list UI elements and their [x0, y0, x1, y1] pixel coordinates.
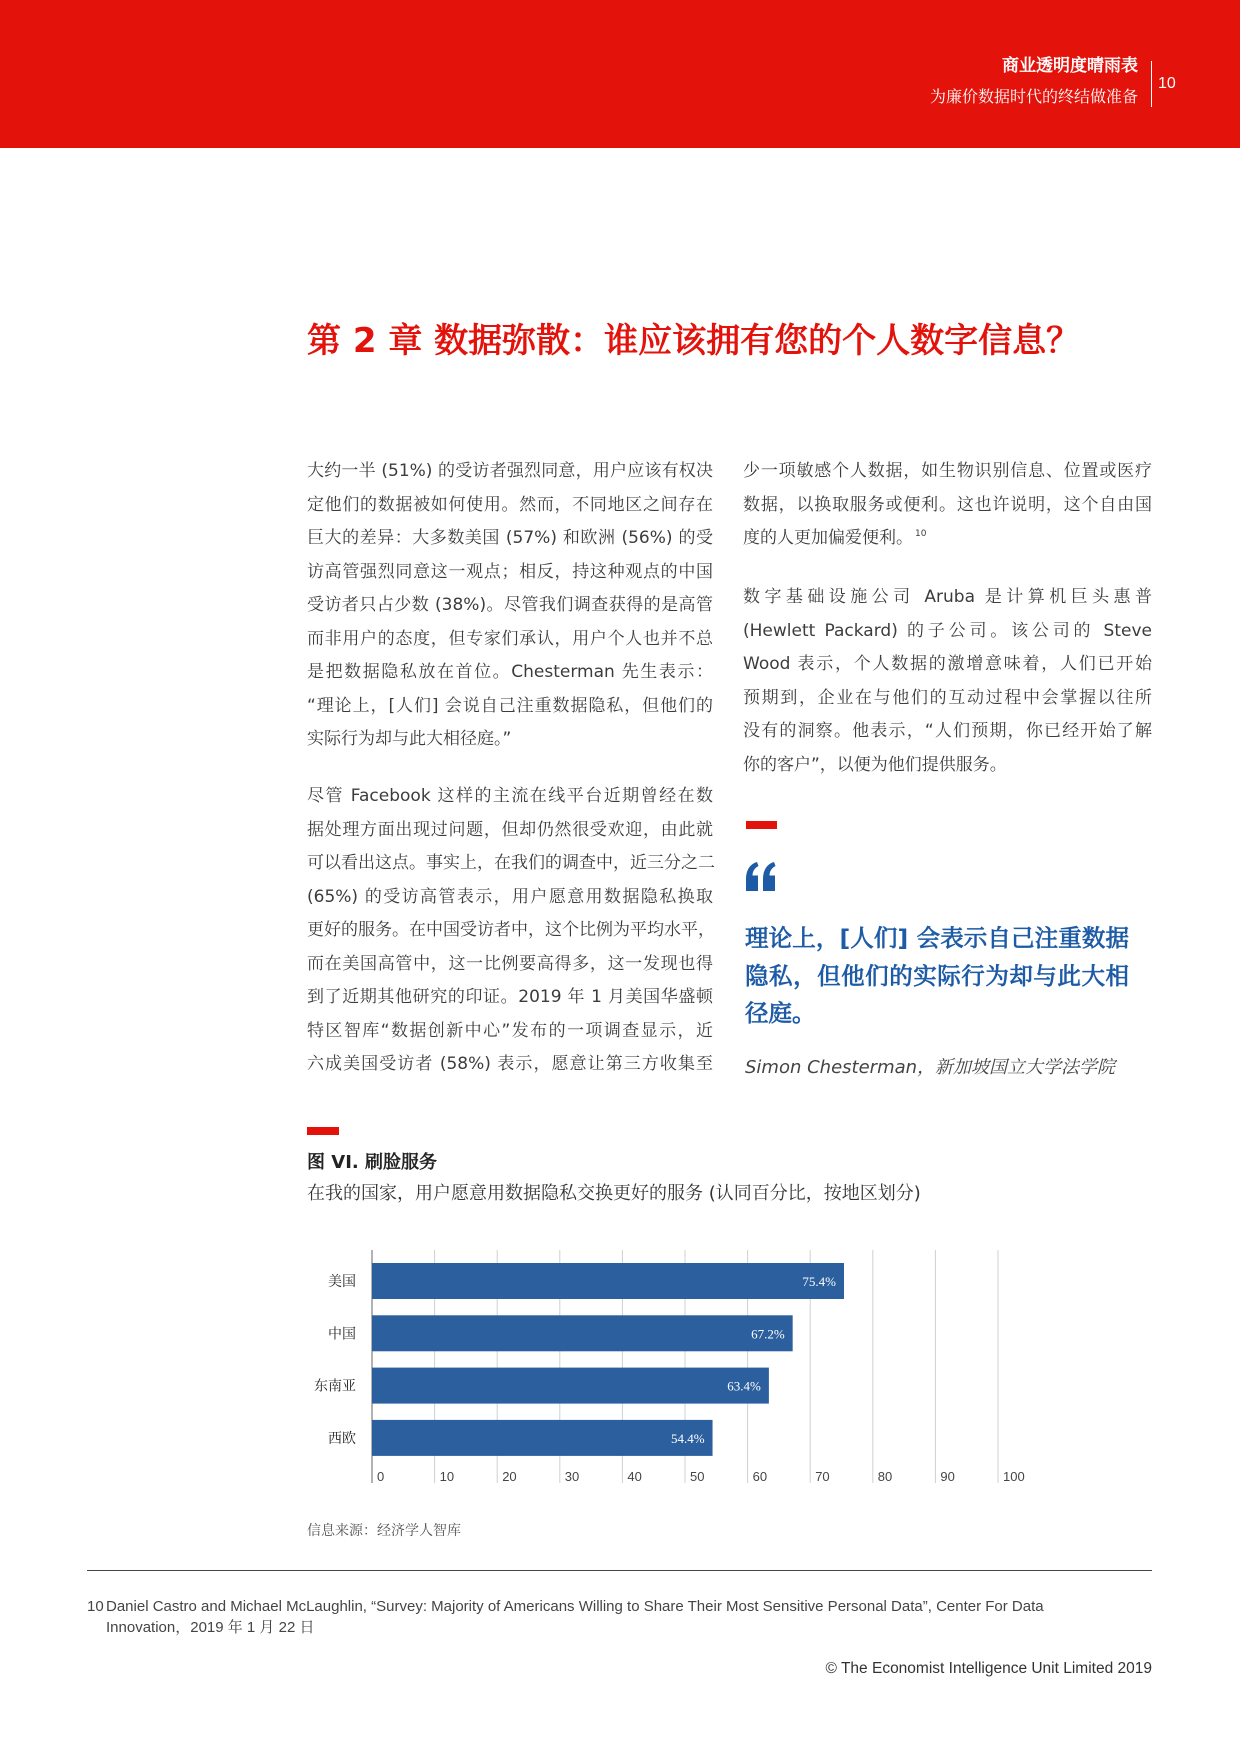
paragraph-line: 定他们的数据被如何使用。然而，不同地区之间存在 — [307, 494, 713, 515]
footnote-reference[interactable]: 10 — [915, 529, 927, 540]
right-paragraph-2 — [743, 581, 1152, 782]
quote-attribution: Simon Chesterman，新加坡国立大学法学院 — [745, 1057, 1116, 1078]
paragraph-line: 数据，以换取服务或便利。这也许说明，这个自由国 — [743, 494, 1152, 515]
x-tick-label: 70 — [815, 1469, 830, 1484]
paragraph-line: 没有的洞察。他表示，“人们预期，你已经开始了解 — [743, 721, 1152, 741]
data-label: 63.4% — [727, 1378, 761, 1394]
quote-mark-icon — [745, 862, 777, 892]
paragraph-line: 尽管 Facebook 这样的主流在线平台近期曾经在数 — [307, 786, 713, 806]
x-tick-label: 10 — [439, 1469, 455, 1484]
paragraph-line: 而非用户的态度，但专家们承认，用户个人也并不总 — [307, 628, 713, 649]
data-label: 75.4% — [802, 1274, 837, 1289]
quote-accent-bar — [746, 821, 777, 829]
data-label: 67.2% — [751, 1326, 785, 1342]
x-tick-label: 30 — [564, 1469, 580, 1484]
x-tick-label: 0 — [377, 1469, 385, 1484]
figure-title: 图 VI. 刷脸服务 — [307, 1152, 437, 1173]
report-title: 商业透明度晴雨表 — [1002, 56, 1138, 76]
paragraph-line: 受访者只占少数 (38%)。尽管我们调查获得的是高管 — [307, 595, 713, 615]
footnote-number: 10 — [87, 1598, 104, 1615]
figure-subtitle: 在我的国家，用户愿意用数据隐私交换更好的服务 (认同百分比，按地区划分) — [307, 1183, 921, 1204]
x-tick-label: 40 — [627, 1469, 642, 1484]
paragraph-line — [743, 522, 1152, 556]
category-label: 美国 — [328, 1274, 356, 1290]
pull-quote — [745, 920, 1129, 1033]
paragraph-line: 你的客户”，以便为他们提供服务。 — [743, 754, 1007, 775]
left-paragraph-1 — [307, 455, 713, 757]
quote-line: 径庭。 — [745, 999, 816, 1027]
bar — [372, 1368, 769, 1404]
bar-chart — [290, 1245, 1170, 1490]
x-tick-label: 20 — [502, 1469, 517, 1484]
paragraph-line: 可以看出这点。事实上，在我们的调查中，近三分之二 — [307, 853, 715, 873]
x-tick-label: 50 — [690, 1469, 705, 1484]
category-label: 西欧 — [328, 1430, 356, 1447]
header-divider — [1151, 61, 1152, 107]
x-tick-label: 90 — [940, 1469, 955, 1484]
chapter-title: 第 2 章 数据弥散：谁应该拥有您的个人数字信息？ — [307, 321, 1081, 361]
paragraph-line: 预期到，企业在与他们的互动过程中会掌握以往所 — [743, 687, 1152, 708]
bar — [372, 1420, 713, 1456]
bar — [372, 1315, 793, 1351]
bar — [372, 1263, 844, 1299]
x-tick-label: 60 — [752, 1469, 768, 1484]
page-number: 10 — [1158, 75, 1176, 92]
paragraph-line: 数字基础设施公司 Aruba 是计算机巨头惠普 — [743, 587, 1152, 607]
paragraph-line: 少一项敏感个人数据，如生物识别信息、位置或医疗 — [743, 461, 1152, 481]
paragraph-line: 是把数据隐私放在首位。Chesterman 先生表示： — [307, 662, 713, 682]
paragraph-line: 访高管强烈同意这一观点；相反，持这种观点的中国 — [307, 561, 713, 582]
paragraph-line: Wood 表示，个人数据的激增意味着，人们已开始 — [743, 654, 1152, 674]
paragraph-line: 更好的服务。在中国受访者中，这个比例为平均水平， — [307, 920, 715, 940]
x-tick-label: 100 — [1003, 1469, 1025, 1484]
paragraph-line: (65%) 的受访高管表示，用户愿意用数据隐私换取 — [307, 886, 713, 907]
report-subtitle: 为廉价数据时代的终结做准备 — [929, 87, 1138, 106]
paragraph-line: 六成美国受访者 (58%) 表示，愿意让第三方收集至 — [307, 1054, 713, 1074]
footnote-divider — [87, 1570, 1152, 1571]
paragraph-line: 巨大的差异：大多数美国 (57%) 和欧洲 (56%) 的受 — [307, 528, 713, 548]
paragraph-line: 实际行为却与此大相径庭。” — [307, 729, 512, 749]
paragraph-line: 大约一半 (51%) 的受访者强烈同意，用户应该有权决 — [307, 461, 713, 481]
paragraph-line: (Hewlett Packard) 的子公司。该公司的 Steve — [743, 620, 1152, 641]
footnote-line: Daniel Castro and Michael McLaughlin, “Survey: Majority of Americans Willing to Share Their Most Sensitive Personal Data”, Center For Data — [106, 1598, 1044, 1615]
paragraph-line: 特区智库“数据创新中心”发布的一项调查显示，近 — [307, 1020, 713, 1041]
category-label: 东南亚 — [314, 1378, 356, 1395]
figure-source: 信息来源：经济学人智库 — [307, 1523, 461, 1539]
quote-line: 理论上，[人们] 会表示自己注重数据 — [745, 924, 1129, 952]
paragraph-line: 据处理方面出现过问题，但却仍然很受欢迎，由此就 — [307, 819, 713, 840]
right-paragraph-1 — [743, 455, 1152, 556]
quote-line: 隐私，但他们的实际行为却与此大相 — [745, 961, 1129, 990]
category-label: 中国 — [328, 1326, 356, 1343]
paragraph-line-text: 度的人更加偏爱便利。 — [743, 528, 913, 548]
figure-accent-bar — [307, 1127, 339, 1135]
footnote-line: Innovation，2019 年 1 月 22 日 — [106, 1619, 315, 1636]
paragraph-line: “理论上，[人们] 会说自己注重数据隐私，但他们的 — [307, 695, 713, 716]
footnote-text — [106, 1596, 1044, 1638]
paragraph-line: 到了近期其他研究的印证。2019 年 1 月美国华盛顿 — [307, 987, 713, 1007]
data-label: 54.4% — [670, 1430, 705, 1446]
x-tick-label: 80 — [877, 1469, 893, 1484]
copyright-notice: © The Economist Intelligence Unit Limited 2019 — [825, 1660, 1152, 1677]
left-paragraph-2 — [307, 780, 713, 1082]
paragraph-line: 而在美国高管中，这一比例要高得多，这一发现也得 — [307, 953, 713, 974]
